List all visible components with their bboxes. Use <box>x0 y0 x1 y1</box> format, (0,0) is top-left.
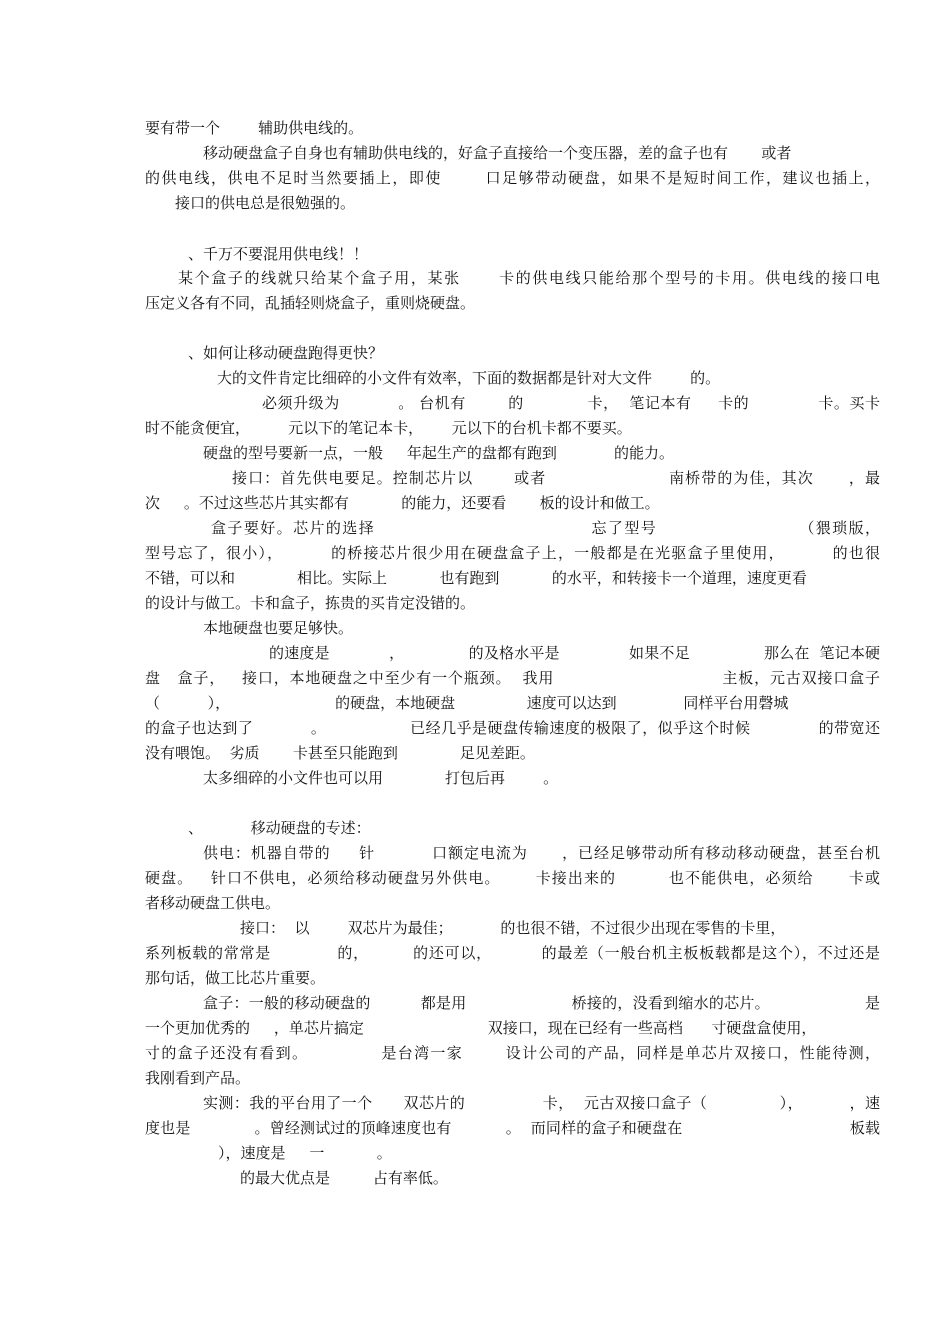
text-line: 接口的供电总是很勉强的。 <box>175 194 356 212</box>
text-line: 一个更加优秀的 ，单芯片搞定 双接口，现在已经有一些高档 寸硬盘盒使用， <box>145 1019 817 1037</box>
text-line: 接口：首先供电要足。控制芯片以 或者 南桥带的为佳，其次 ，最 <box>232 469 880 487</box>
text-line: 供电：机器自带的 针 口额定电流为 ，已经足够带动所有移动移动硬盘，甚至台机 <box>203 844 880 862</box>
text-line: （ ）， 的硬盘，本地硬盘 速度可以达到 同样平台用磬城 <box>145 694 789 712</box>
text-line: 时不能贪便宜， 元以下的笔记本卡， 元以下的台机卡都不要买。 <box>145 419 632 437</box>
text-line: 我刚看到产品。 <box>145 1069 251 1087</box>
text-line: ），速度是 一 。 <box>218 1144 392 1162</box>
text-line: 那句话，做工比芯片重要。 <box>145 969 326 987</box>
text-line: 的盒子也达到了 。 已经几乎是硬盘传输速度的极限了，似乎这个时候 的带宽还 <box>145 719 880 737</box>
text-line: 的设计与做工。卡和盒子，拣贵的买肯定没错的。 <box>145 594 476 612</box>
text-line: 系列板载的常常是 的， 的还可以， 的最差（一般台机主板板载都是这个），不过还是 <box>145 944 880 962</box>
text-line: 的速度是 ， 的及格水平是 如果不足 那么在 笔记本硬 <box>269 644 880 662</box>
section-heading: 、千万不要混用供电线！！ <box>188 245 369 263</box>
text-line: 的供电线，供电不足时当然要插上，即使 口足够带动硬盘，如果不是短时间工作，建议也插上， <box>145 169 880 187</box>
text-line: 型号忘了，很小）， 的桥接芯片很少用在硬盘盒子上，一般都是在光驱盒子里使用， 的也很 <box>145 544 880 562</box>
text-line: 接口： 以 双芯片为最佳； 的也很不错，不过很少出现在零售的卡里， <box>240 919 786 937</box>
text-line: 不错，可以和 相比。实际上 也有跑到 的水平，和转接卡一个道理，速度更看 <box>145 569 807 587</box>
text-line: 次 。不过这些芯片其实都有 的能力，还要看 板的设计和做工。 <box>145 494 660 512</box>
text-line: 的最大优点是 占有率低。 <box>240 1169 448 1187</box>
text-line: 盘 盒子， 接口，本地硬盘之中至少有一个瓶颈。 我用 主板，元古双接口盒子 <box>145 669 880 687</box>
text-line: 太多细碎的小文件也可以用 打包后再 。 <box>203 769 559 787</box>
section-heading: 、 移动硬盘的专述： <box>188 819 371 837</box>
text-line: 某个盒子的线就只给某个盒子用，某张 卡的供电线只能给那个型号的卡用。供电线的接口电 <box>178 269 880 287</box>
section-heading: 、如何让移动硬盘跑得更快？ <box>188 344 384 362</box>
text-line: 要有带一个 辅助供电线的。 <box>145 119 364 137</box>
text-line: 度也是 。曾经测试过的顶峰速度也有 。 而同样的盒子和硬盘在 板载 <box>145 1119 880 1137</box>
text-line: 实测：我的平台用了一个 双芯片的 卡， 元古双接口盒子（ ）， ，速 <box>203 1094 880 1112</box>
text-line: 没有喂饱。 劣质 卡甚至只能跑到 足见差距。 <box>145 744 535 762</box>
text-line: 本地硬盘也要足够快。 <box>203 619 354 637</box>
text-line: 必须升级为 。 台机有 的 卡， 笔记本有 卡的 卡。买卡 <box>262 394 880 412</box>
text-line: 移动硬盘盒子自身也有辅助供电线的，好盒子直接给一个变压器，差的盒子也有 或者 <box>203 144 792 162</box>
text-line: 硬盘的型号要新一点，一般 年起生产的盘都有跑到 的能力。 <box>203 444 675 462</box>
text-line: 寸的盒子还没有看到。 是台湾一家 设计公司的产品，同样是单芯片双接口，性能待测， <box>145 1044 880 1062</box>
text-line: 硬盘。 针口不供电，必须给移动硬盘另外供电。 卡接出来的 也不能供电，必须给 卡或 <box>145 869 880 887</box>
text-line: 盒子要好。芯片的选择 忘了型号 （猥琐版， <box>211 519 880 537</box>
text-line: 者移动硬盘工供电。 <box>145 894 281 912</box>
text-line: 压定义各有不同，乱插轻则烧盒子，重则烧硬盘。 <box>145 294 476 312</box>
text-line: 大的文件肯定比细碎的小文件有效率，下面的数据都是针对大文件 的。 <box>217 369 721 387</box>
text-line: 盒子：一般的移动硬盘的 都是用 桥接的，没看到缩水的芯片。 是 <box>203 994 880 1012</box>
